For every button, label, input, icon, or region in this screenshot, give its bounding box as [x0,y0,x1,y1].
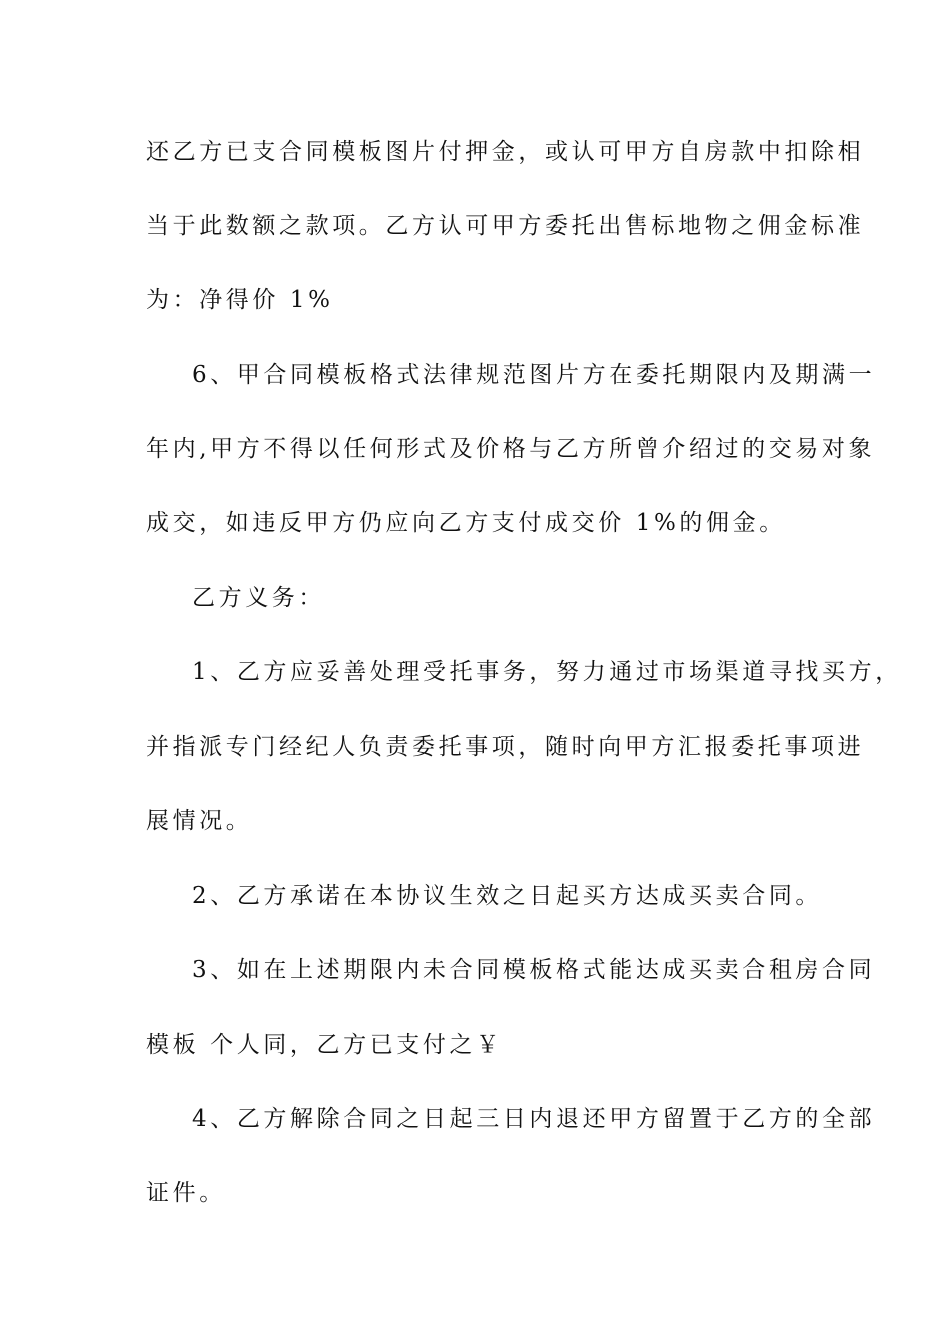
text-line-6: 成交，如违反甲方仍应向乙方支付成交价 1%的佣金。 [146,510,786,536]
text-line-10: 展情况。 [146,808,253,834]
text-line-13: 模板 个人同，乙方已支付之￥ [146,1032,503,1058]
text-line-2: 当于此数额之款项。乙方认可甲方委托出售标地物之佣金标准 [146,213,865,239]
text-line-4: 6、甲合同模板格式法律规范图片方在委托期限内及期满一 [192,362,876,388]
text-line-15: 证件。 [146,1180,226,1206]
section-heading-obligations: 乙方义务： [192,585,325,611]
text-line-14: 4、乙方解除合同之日起三日内退还甲方留置于乙方的全部 [192,1106,876,1132]
text-line-11: 2、乙方承诺在本协议生效之日起买方达成买卖合同。 [192,883,823,909]
text-line-12: 3、如在上述期限内未合同模板格式能达成买卖合租房合同 [192,957,876,983]
text-line-3: 为：净得价 1% [146,287,334,313]
text-line-8: 1、乙方应妥善处理受托事务，努力通过市场渠道寻找买方， [192,659,902,685]
text-line-5: 年内,甲方不得以任何形式及价格与乙方所曾介绍过的交易对象 [146,436,876,462]
text-line-1: 还乙方已支合同模板图片付押金，或认可甲方自房款中扣除相 [146,139,865,165]
text-line-9: 并指派专门经纪人负责委托事项，随时向甲方汇报委托事项进 [146,734,865,760]
